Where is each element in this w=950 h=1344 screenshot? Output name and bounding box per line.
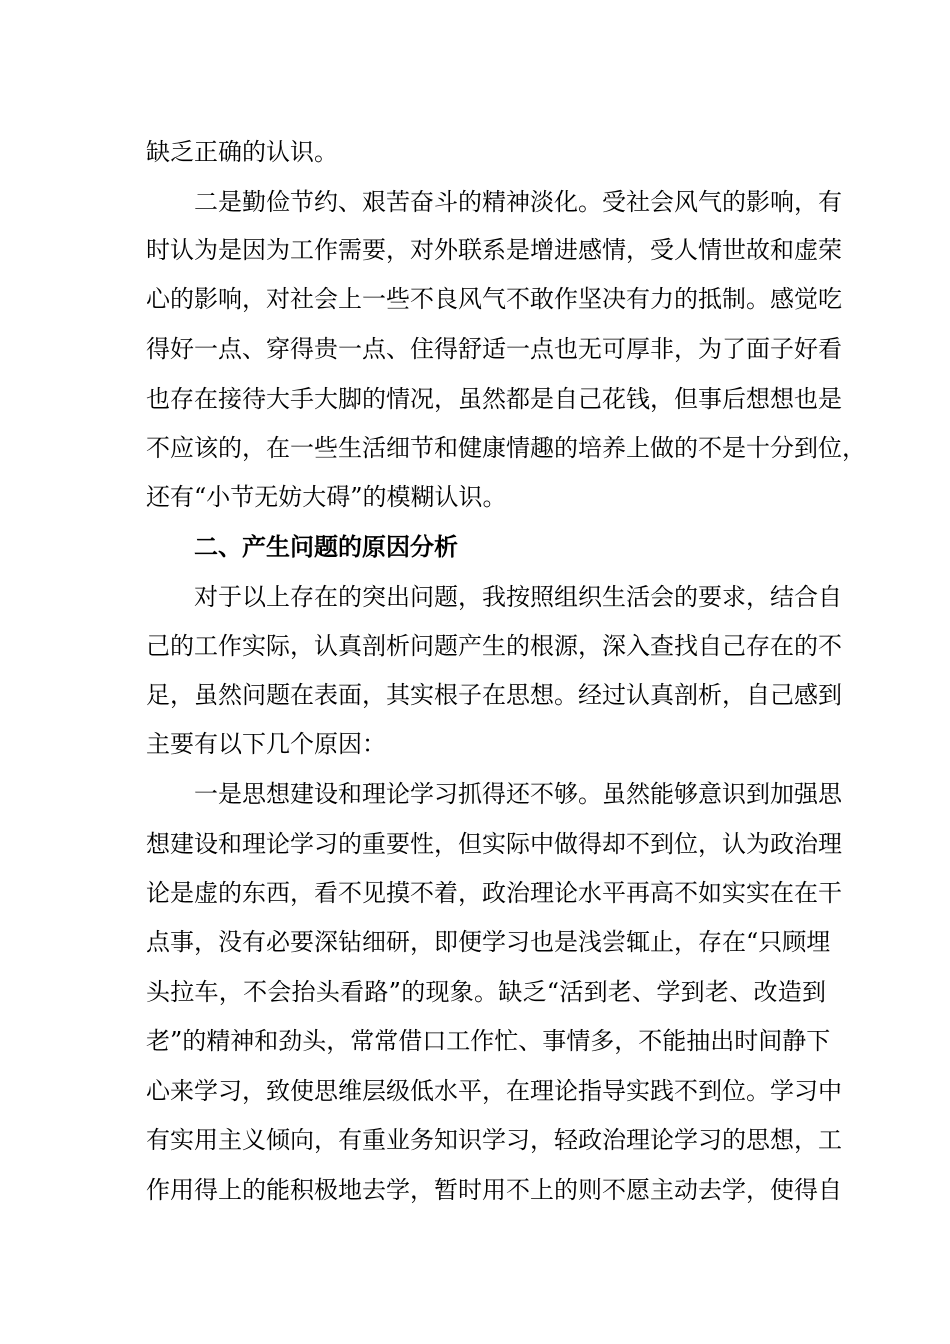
section-heading: 二、产生问题的原因分析 <box>194 533 458 561</box>
text-line-11: 己的工作实际，认真剖析问题产生的根源，深入查找自己存在的不 <box>146 632 842 660</box>
text-line-1: 缺乏正确的认识。 <box>146 138 338 166</box>
text-line-7: 不应该的，在一些生活细节和健康情趣的培养上做的不是十分到位， <box>146 434 866 462</box>
text-line-18: 头拉车，不会抬头看路”的现象。缺乏“活到老、学到老、改造到 <box>146 978 826 1006</box>
text-line-3: 时认为是因为工作需要，对外联系是增进感情，受人情世故和虚荣 <box>146 236 842 264</box>
text-line-13: 主要有以下几个原因： <box>146 730 386 758</box>
text-line-19: 老”的精神和劲头，常常借口工作忙、事情多，不能抽出时间静下 <box>146 1027 831 1055</box>
text-line-2: 二是勤俭节约、艰苦奋斗的精神淡化。受社会风气的影响，有 <box>194 188 842 216</box>
text-line-21: 有实用主义倾向，有重业务知识学习，轻政治理论学习的思想，工 <box>146 1126 842 1154</box>
text-line-12: 足，虽然问题在表面，其实根子在思想。经过认真剖析，自己感到 <box>146 681 842 709</box>
text-line-10: 对于以上存在的突出问题，我按照组织生活会的要求，结合自 <box>194 583 842 611</box>
text-line-8: 还有“小节无妨大碍”的模糊认识。 <box>146 483 507 511</box>
text-line-17: 点事，没有必要深钻细研，即便学习也是浅尝辄止，存在“只顾埋 <box>146 928 831 956</box>
text-line-15: 想建设和理论学习的重要性，但实际中做得却不到位，认为政治理 <box>146 830 842 858</box>
text-line-4: 心的影响，对社会上一些不良风气不敢作坚决有力的抵制。感觉吃 <box>146 285 842 313</box>
text-line-16: 论是虚的东西，看不见摸不着，政治理论水平再高不如实实在在干 <box>146 879 842 907</box>
text-line-6: 也存在接待大手大脚的情况，虽然都是自己花钱，但事后想想也是 <box>146 385 842 413</box>
text-line-22: 作用得上的能积极地去学，暂时用不上的则不愿主动去学，使得自 <box>146 1176 842 1204</box>
text-line-14: 一是思想建设和理论学习抓得还不够。虽然能够意识到加强思 <box>194 780 842 808</box>
text-line-20: 心来学习，致使思维层级低水平，在理论指导实践不到位。学习中 <box>146 1077 842 1105</box>
text-line-5: 得好一点、穿得贵一点、住得舒适一点也无可厚非，为了面子好看 <box>146 335 842 363</box>
